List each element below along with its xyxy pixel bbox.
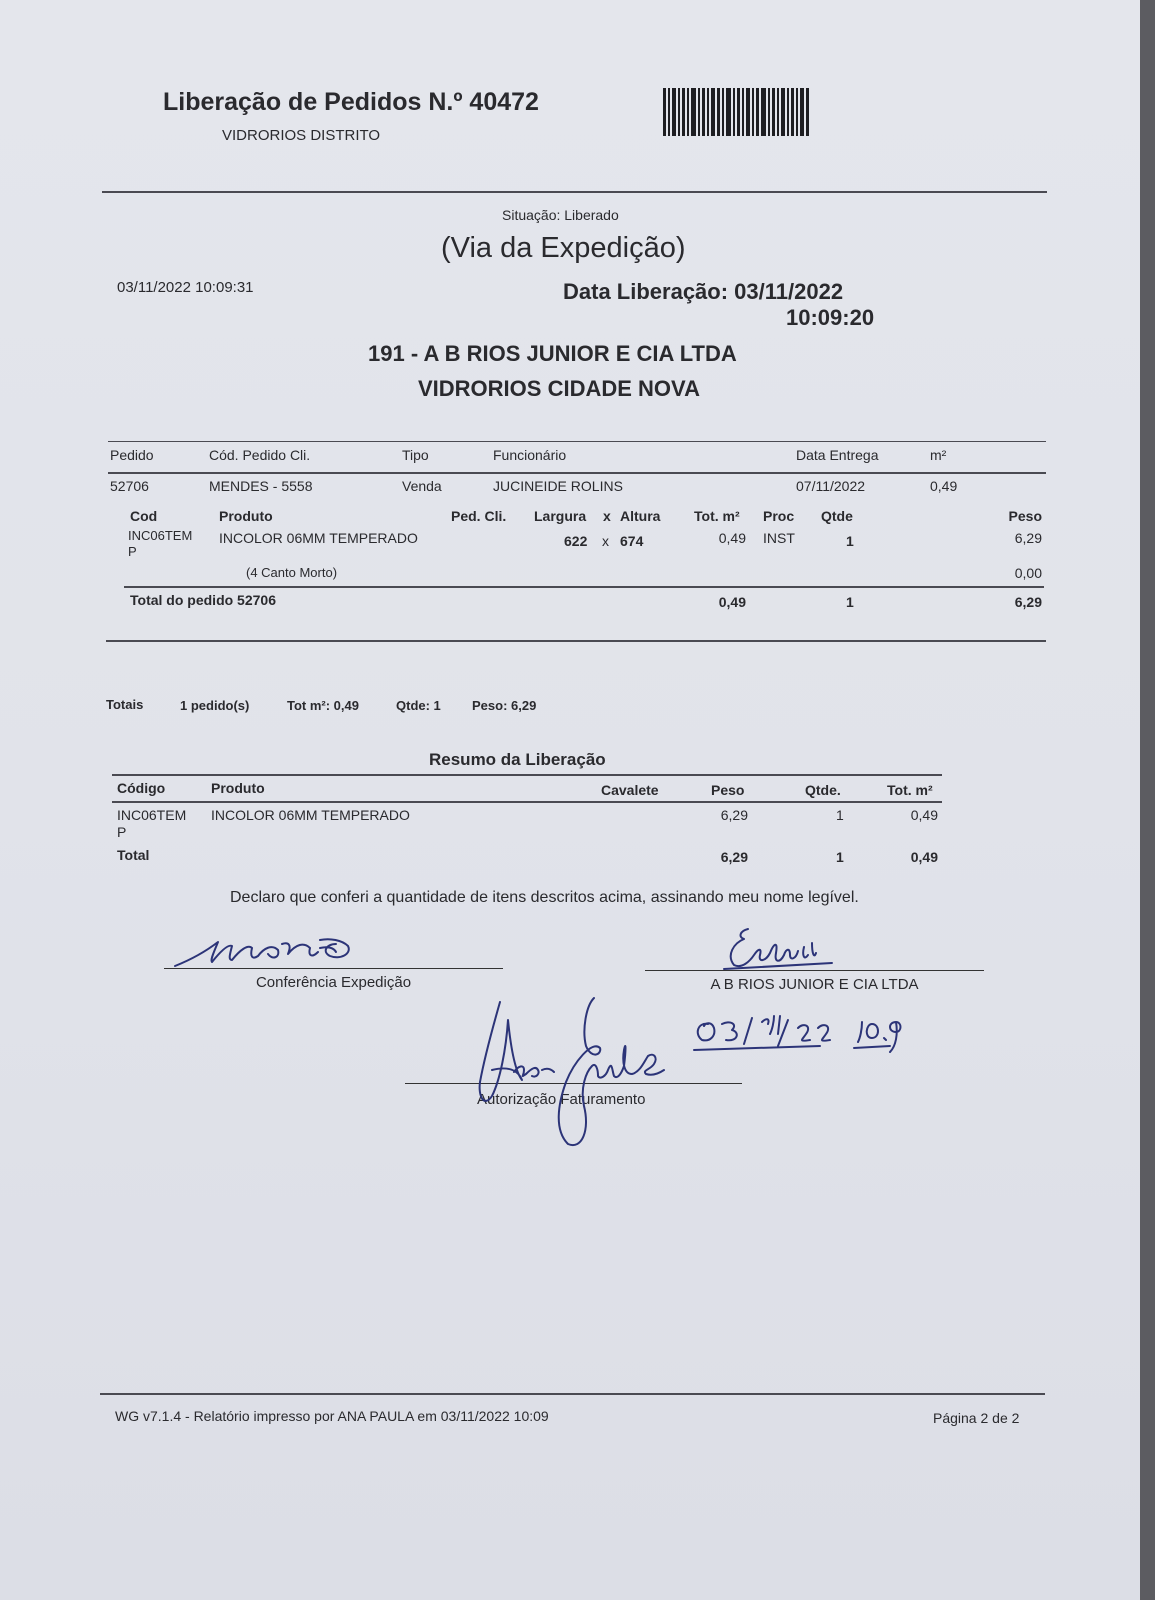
- status-situacao: Situação: Liberado: [502, 207, 619, 223]
- order-total-peso: 6,29: [1014, 594, 1042, 610]
- resumo-tot-m2: 0,49: [910, 807, 938, 823]
- barcode-image: [663, 88, 829, 136]
- resumo-header-codigo: Código: [117, 780, 166, 796]
- resumo-total-qtde: 1: [836, 849, 844, 865]
- col-header-pedido: Pedido: [110, 447, 154, 463]
- totais-label: Totais: [106, 697, 144, 712]
- resumo-top-rule: [112, 774, 942, 776]
- signature-label-autorizacao: Autorização Faturamento: [477, 1091, 646, 1108]
- item-altura: 674: [620, 533, 644, 549]
- resumo-total-label: Total: [117, 847, 150, 863]
- totais-pedidos: 1 pedido(s): [180, 698, 250, 713]
- resumo-header-rule: [112, 801, 942, 803]
- totais-qtde: Qtde: 1: [396, 698, 441, 713]
- items-total-rule: [124, 586, 1044, 588]
- item-header-tot-m2: Tot. m²: [694, 508, 740, 524]
- signature-conferencia-handwritten: [170, 930, 380, 974]
- item-header-largura: Largura: [534, 508, 587, 524]
- resumo-peso: 6,29: [720, 807, 748, 823]
- client-store: VIDRORIOS CIDADE NOVA: [418, 376, 700, 401]
- footer-rule: [100, 1393, 1045, 1395]
- item-header-proc: Proc: [763, 508, 795, 524]
- item-largura: 622: [564, 533, 588, 549]
- col-header-data-entrega: Data Entrega: [796, 447, 879, 463]
- order-cod-pedido-cli: MENDES - 5558: [209, 478, 313, 494]
- order-table-top-rule: [108, 441, 1046, 442]
- handwritten-date: [690, 1010, 970, 1060]
- company-name: VIDRORIOS DISTRITO: [222, 127, 381, 144]
- item-header-x: x: [603, 508, 611, 524]
- item-header-ped-cli: Ped. Cli.: [451, 508, 507, 524]
- resumo-header-tot-m2: Tot. m²: [887, 782, 933, 798]
- data-liberacao: Data Liberação: 03/11/2022: [563, 279, 844, 304]
- item-header-qtde: Qtde: [821, 508, 853, 524]
- page-number: Página 2 de 2: [933, 1410, 1020, 1426]
- item-x: x: [602, 533, 609, 549]
- order-tipo: Venda: [402, 478, 442, 494]
- resumo-header-cavalete: Cavalete: [601, 782, 659, 798]
- col-header-tipo: Tipo: [402, 447, 429, 463]
- order-section-bottom-rule: [106, 640, 1046, 642]
- client-name: 191 - A B RIOS JUNIOR E CIA LTDA: [368, 341, 737, 366]
- document-title: Liberação de Pedidos N.º 40472: [163, 88, 539, 116]
- header-divider: [102, 191, 1047, 193]
- resumo-qtde: 1: [836, 807, 844, 823]
- signature-label-conferencia: Conferência Expedição: [255, 974, 412, 991]
- order-total-tot-m2: 0,49: [718, 594, 746, 610]
- col-header-m2: m²: [930, 447, 947, 463]
- declaration-text: Declaro que conferi a quantidade de itens descritos acima, assinando meu nome legível.: [230, 889, 859, 906]
- item-cod-cont: P: [128, 544, 137, 559]
- order-pedido: 52706: [110, 478, 149, 494]
- item-extra-peso: 0,00: [1014, 565, 1042, 581]
- item-qtde: 1: [846, 533, 854, 549]
- item-proc: INST: [763, 530, 795, 546]
- resumo-header-qtde: Qtde.: [805, 782, 841, 798]
- order-m2: 0,49: [930, 478, 958, 494]
- printed-timestamp: 03/11/2022 10:09:31: [117, 279, 254, 296]
- item-peso: 6,29: [1014, 530, 1042, 546]
- via-label: (Via da Expedição): [441, 232, 686, 264]
- signature-empresa-handwritten: [720, 925, 840, 975]
- totais-tot-m2: Tot m²: 0,49: [287, 698, 359, 713]
- order-funcionario: JUCINEIDE ROLINS: [493, 478, 623, 494]
- item-cod: INC06TEM: [128, 528, 193, 543]
- item-tot-m2: 0,49: [718, 530, 746, 546]
- order-table-header-rule: [108, 472, 1046, 474]
- item-header-produto: Produto: [219, 508, 273, 524]
- resumo-header-produto: Produto: [211, 780, 265, 796]
- col-header-funcionario: Funcionário: [493, 447, 567, 463]
- item-header-altura: Altura: [620, 508, 661, 524]
- signature-label-empresa: A B RIOS JUNIOR E CIA LTDA: [710, 976, 919, 993]
- totais-peso: Peso: 6,29: [472, 698, 537, 713]
- resumo-codigo: INC06TEM: [117, 807, 187, 823]
- item-extra-label: (4 Canto Morto): [246, 565, 338, 580]
- item-produto: INCOLOR 06MM TEMPERADO: [219, 530, 418, 546]
- resumo-title: Resumo da Liberação: [429, 750, 606, 769]
- col-header-cod-pedido-cli: Cód. Pedido Cli.: [209, 447, 311, 463]
- order-data-entrega: 07/11/2022: [796, 478, 866, 494]
- resumo-produto: INCOLOR 06MM TEMPERADO: [211, 807, 410, 823]
- resumo-codigo-cont: P: [117, 824, 127, 840]
- item-header-cod: Cod: [130, 508, 158, 524]
- order-total-qtde: 1: [846, 594, 854, 610]
- item-header-peso: Peso: [1008, 508, 1042, 524]
- hora-liberacao: 10:09:20: [786, 305, 875, 330]
- resumo-total-peso: 6,29: [720, 849, 748, 865]
- order-total-label: Total do pedido 52706: [130, 592, 276, 608]
- resumo-total-tot-m2: 0,49: [910, 849, 938, 865]
- resumo-header-peso: Peso: [711, 782, 745, 798]
- footer-print-info: WG v7.1.4 - Relatório impresso por ANA PAULA em 03/11/2022 10:09: [115, 1408, 549, 1424]
- signature-autorizacao-handwritten: [462, 1000, 692, 1150]
